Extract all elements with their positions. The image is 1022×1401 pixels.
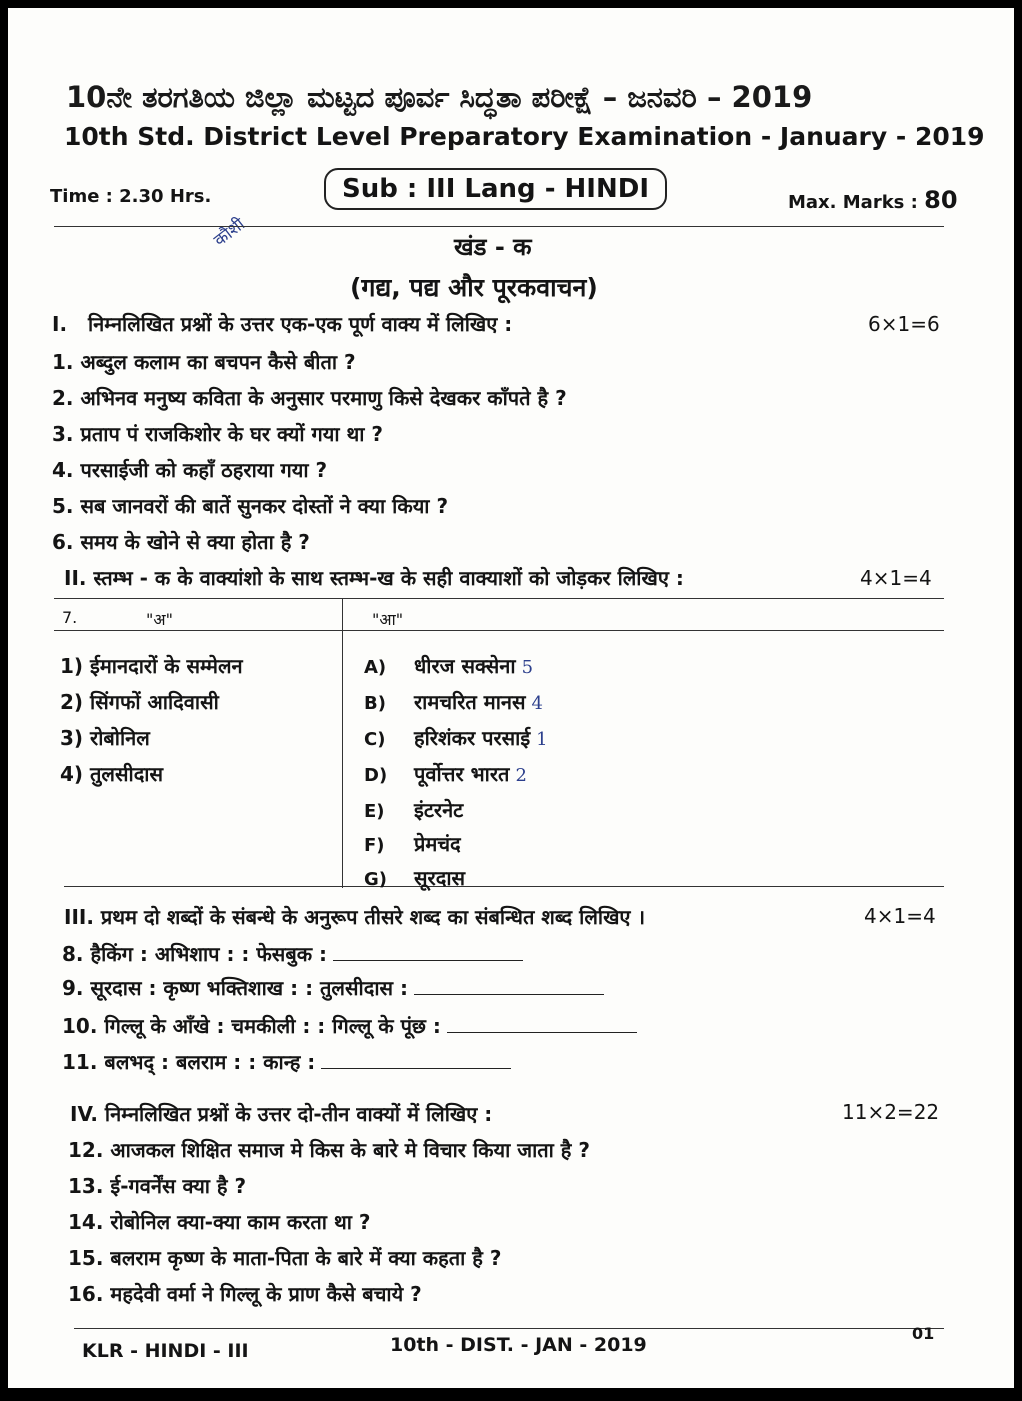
item-text: तुलसीदास bbox=[90, 762, 164, 786]
item-text: सूरदास bbox=[414, 866, 466, 890]
question-text: आजकल शिक्षित समाज मे किस के बारे मे विचार किया जाता है ? bbox=[110, 1138, 590, 1162]
question-text: अभिनव मनुष्य कविता के अनुसार परमाणु किसे देखकर काँपते है ? bbox=[80, 386, 567, 410]
match-item-a bbox=[60, 760, 163, 787]
question-text: हैकिंग : अभिशाप : : फेसबुक : bbox=[90, 942, 328, 966]
item-text: पूर्वोत्तर भारत bbox=[414, 762, 510, 786]
match-item-a bbox=[60, 724, 150, 751]
item-letter: A) bbox=[364, 657, 387, 678]
match-item-b bbox=[364, 760, 527, 787]
part1-header bbox=[52, 310, 512, 337]
table-bottom-rule bbox=[64, 886, 944, 887]
question-text: ई-गवर्नेंस क्या है ? bbox=[110, 1174, 247, 1198]
match-item-a bbox=[60, 688, 219, 715]
match-item-a bbox=[60, 652, 243, 679]
handwritten-answer-mark: 5 bbox=[521, 657, 534, 678]
question-number: 13. bbox=[68, 1174, 104, 1198]
part1-numeral: I. bbox=[52, 312, 68, 336]
part3-numeral: III. bbox=[64, 905, 94, 929]
part2-instruction: स्तम्भ - क के वाक्यांशो के साथ स्तम्भ-ख के सही वाक्याशों को जोड़कर लिखिए : bbox=[93, 566, 684, 590]
question-row bbox=[68, 1172, 246, 1199]
question-number: 16. bbox=[68, 1282, 104, 1306]
answer-blank bbox=[321, 1054, 511, 1069]
page-number: 01 bbox=[912, 1324, 935, 1343]
footer-code: KLR - HINDI - III bbox=[82, 1340, 249, 1362]
question-text: समय के खोने से क्या होता है ? bbox=[80, 530, 310, 554]
analogy-row bbox=[62, 974, 604, 1001]
question-number: 10. bbox=[62, 1014, 98, 1038]
question-row bbox=[68, 1280, 422, 1307]
handwritten-note: कौशी bbox=[210, 214, 249, 251]
question-row bbox=[68, 1244, 501, 1271]
question-row bbox=[52, 384, 567, 411]
question-text: गिल्लू के आँखे : चमकीली : : गिल्लू के पूंछ : bbox=[104, 1014, 441, 1038]
question-row bbox=[68, 1136, 590, 1163]
match-item-b bbox=[364, 688, 543, 715]
question-row bbox=[52, 492, 448, 519]
handwritten-answer-mark: 2 bbox=[515, 765, 527, 786]
match-item-b bbox=[364, 652, 533, 679]
item-text: रोबोनिल bbox=[90, 726, 150, 750]
question-number: 15. bbox=[68, 1246, 104, 1270]
question-number: 6. bbox=[52, 530, 74, 554]
item-letter: G) bbox=[364, 869, 388, 890]
section-heading: खंड - क bbox=[454, 233, 532, 261]
handwritten-answer-mark: 4 bbox=[531, 693, 543, 714]
item-number: 3) bbox=[60, 726, 84, 750]
match-item-b bbox=[364, 864, 465, 891]
table-divider bbox=[342, 598, 343, 888]
question-text: बलराम कृष्ण के माता-पिता के बारे में क्या कहता है ? bbox=[110, 1246, 502, 1270]
part4-header bbox=[70, 1100, 492, 1127]
item-letter: D) bbox=[364, 765, 388, 786]
item-number: 2) bbox=[60, 690, 84, 714]
question-row bbox=[52, 420, 383, 447]
max-marks-value: 80 bbox=[924, 186, 958, 214]
table-header-rule bbox=[54, 630, 944, 631]
answer-blank bbox=[447, 1018, 637, 1033]
exam-page bbox=[8, 8, 1014, 1388]
question-row bbox=[68, 1208, 370, 1235]
match-item-b bbox=[364, 830, 461, 857]
item-text: रामचरित मानस bbox=[414, 690, 526, 714]
question-number: 4. bbox=[52, 458, 74, 482]
item-number: 1) bbox=[60, 654, 84, 678]
part4-marks: 11×2=22 bbox=[842, 1100, 940, 1124]
item-text: धीरज सक्सेना bbox=[414, 654, 516, 678]
question-text: महदेवी वर्मा ने गिल्लू के प्राण कैसे बचाये ? bbox=[110, 1282, 422, 1306]
part2-marks: 4×1=4 bbox=[860, 566, 932, 590]
question-text: रोबोनिल क्या-क्या काम करता था ? bbox=[110, 1210, 371, 1234]
question-text: सब जानवरों की बातें सुनकर दोस्तों ने क्या किया ? bbox=[80, 494, 449, 518]
match-item-b bbox=[364, 796, 463, 823]
item-number: 4) bbox=[60, 762, 84, 786]
answer-blank bbox=[333, 946, 523, 961]
item-text: हरिशंकर परसाई bbox=[414, 726, 531, 750]
question-number: 5. bbox=[52, 494, 74, 518]
exam-time: Time : 2.30 Hrs. bbox=[50, 186, 212, 207]
part1-marks: 6×1=6 bbox=[868, 312, 940, 336]
question-number: 9. bbox=[62, 976, 84, 1000]
part3-header bbox=[64, 903, 645, 930]
subject-box: Sub : III Lang - HINDI bbox=[324, 168, 667, 210]
question-row bbox=[52, 528, 310, 555]
question-number: 12. bbox=[68, 1138, 104, 1162]
question-number: 8. bbox=[62, 942, 84, 966]
item-letter: F) bbox=[364, 835, 385, 856]
part4-instruction: निम्नलिखित प्रश्नों के उत्तर दो-तीन वाक्यों में लिखिए : bbox=[104, 1102, 493, 1126]
question-number: 3. bbox=[52, 422, 74, 446]
question-number: 11. bbox=[62, 1050, 98, 1074]
part2-numeral: II. bbox=[64, 566, 87, 590]
question-text: प्रताप पं राजकिशोर के घर क्यों गया था ? bbox=[80, 422, 384, 446]
question-text: अब्दुल कलाम का बचपन कैसे बीता ? bbox=[80, 350, 356, 374]
match-item-b bbox=[364, 724, 548, 751]
kannada-title: 10ನೇ ತರಗತಿಯ ಜಿಲ್ಲಾ ಮಟ್ಟದ ಪೂರ್ವ ಸಿದ್ಧತಾ ಪರೀಕ್ಷೆ – ಜನವರಿ – 2019 bbox=[66, 80, 813, 114]
part2-header bbox=[64, 564, 684, 591]
question-number: 1. bbox=[52, 350, 74, 374]
question-number: 2. bbox=[52, 386, 74, 410]
english-title: 10th Std. District Level Preparatory Examination - January - 2019 bbox=[64, 122, 985, 151]
item-letter: E) bbox=[364, 801, 385, 822]
col-a-header: "अ" bbox=[146, 610, 173, 629]
item-text: सिंगफों आदिवासी bbox=[90, 690, 219, 714]
question-text: बलभद् : बलराम : : कान्ह : bbox=[104, 1050, 316, 1074]
question-row bbox=[52, 348, 356, 375]
analogy-row bbox=[62, 940, 523, 967]
item-letter: C) bbox=[364, 729, 386, 750]
part1-instruction: निम्नलिखित प्रश्नों के उत्तर एक-एक पूर्ण वाक्य में लिखिए : bbox=[87, 312, 513, 336]
table-top-rule bbox=[54, 598, 944, 599]
answer-blank bbox=[414, 980, 604, 995]
question-text: परसाईजी को कहाँ ठहराया गया ? bbox=[80, 458, 328, 482]
match-qnum: 7. bbox=[62, 608, 78, 627]
part3-instruction: प्रथम दो शब्दों के संबन्धे के अनुरूप तीसरे शब्द का संबन्धित शब्द लिखिए । bbox=[100, 905, 646, 929]
max-marks-label: Max. Marks : bbox=[788, 192, 918, 213]
analogy-row bbox=[62, 1048, 511, 1075]
col-b-header: "आ" bbox=[372, 610, 404, 629]
question-text: सूरदास : कृष्ण भक्तिशाख : : तुलसीदास : bbox=[90, 976, 408, 1000]
max-marks bbox=[788, 186, 958, 214]
item-letter: B) bbox=[364, 693, 386, 714]
part4-numeral: IV. bbox=[70, 1102, 98, 1126]
item-text: ईमानदारों के सम्मेलन bbox=[90, 654, 243, 678]
header-rule bbox=[54, 226, 944, 227]
part3-marks: 4×1=4 bbox=[864, 904, 936, 928]
section-subheading: (गद्य, पद्य और पूरकवाचन) bbox=[350, 273, 598, 302]
question-row bbox=[52, 456, 327, 483]
handwritten-answer-mark: 1 bbox=[536, 729, 548, 750]
footer-rule bbox=[74, 1328, 944, 1329]
footer-center: 10th - DIST. - JAN - 2019 bbox=[390, 1334, 647, 1356]
item-text: इंटरनेट bbox=[414, 798, 464, 822]
question-number: 14. bbox=[68, 1210, 104, 1234]
item-text: प्रेमचंद bbox=[414, 832, 461, 856]
analogy-row bbox=[62, 1012, 637, 1039]
